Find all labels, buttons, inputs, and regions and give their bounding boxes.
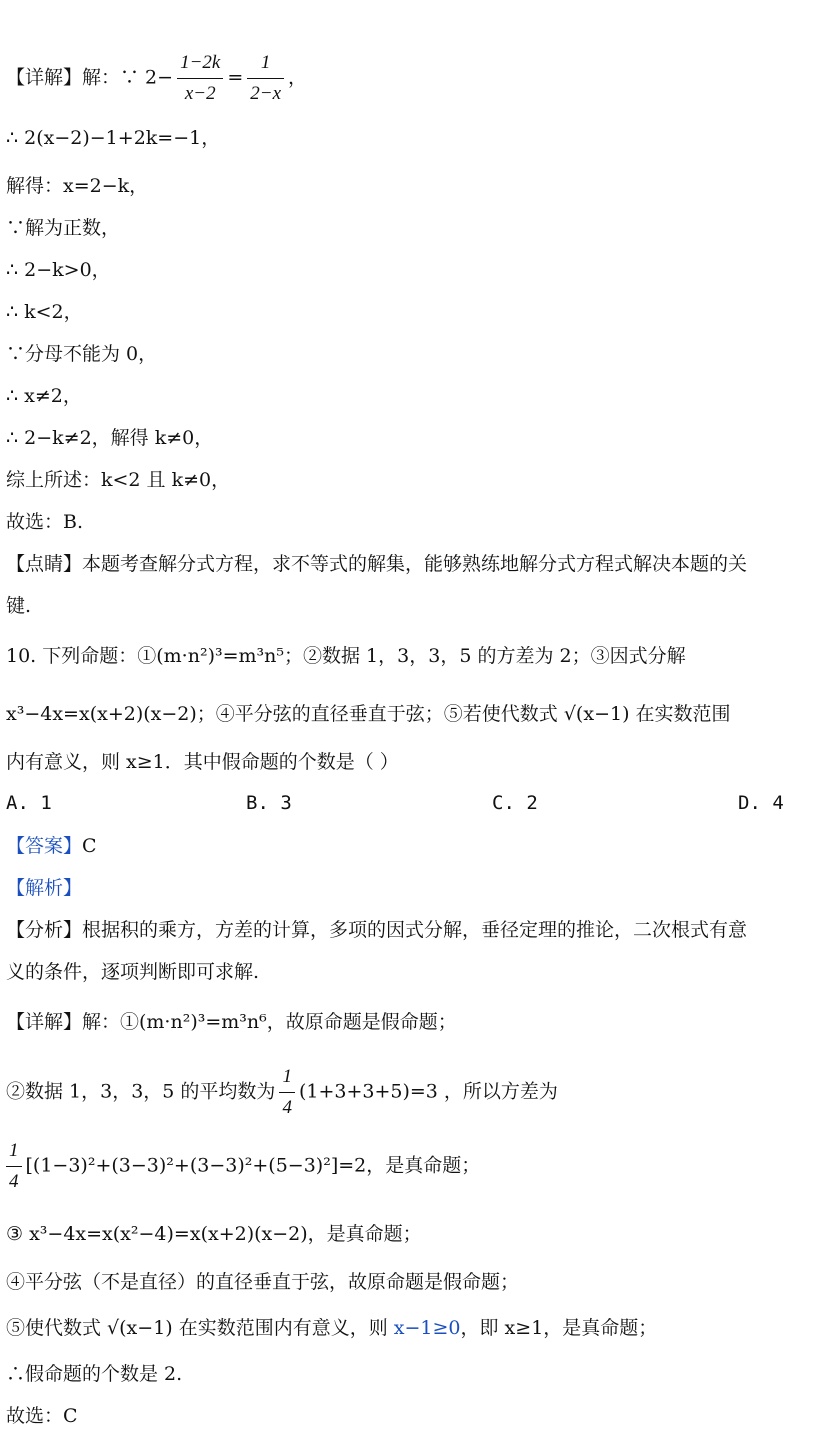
comment-line: 键.	[6, 595, 32, 617]
frac2-den: 2−x	[250, 83, 282, 104]
solution-6: ∴假命题的个数是 2.	[6, 1363, 183, 1385]
detail-tail: ，	[288, 66, 308, 89]
analysis-line: 义的条件，逐项判断即可求解.	[6, 961, 260, 983]
frac1-num: 1−2k	[177, 48, 223, 79]
comment-line: 【点睛】本题考查解分式方程，求不等式的解集，能够熟练地解分式方程式解决本题的关	[6, 553, 748, 575]
question-line: 内有意义，则 x≥1．其中假命题的个数是（ ）	[6, 751, 399, 773]
option-a: A. 1	[6, 792, 52, 814]
option-b: B. 3	[246, 792, 292, 814]
frac1-den: x−2	[184, 83, 216, 104]
step-line: 解得：x=2−k，	[6, 175, 149, 197]
answer-value: C	[82, 835, 97, 857]
question-line: 10. 下列命题：①(m·n²)³=m³n⁵；②数据 1，3，3，5 的方差为 2；③因式分解	[6, 645, 686, 667]
fraction-2	[247, 48, 284, 109]
quarter2-den: 4	[9, 1171, 19, 1192]
step-line: ∴ 2−k≠2，解得 k≠0，	[6, 427, 214, 449]
detail-header	[6, 48, 307, 109]
step-line: ∵解为正数，	[6, 217, 121, 239]
sol2b-tail: [(1−3)²+(3−3)²+(3−3)²+(5−3)²]=2，是真命题；	[25, 1154, 481, 1177]
quarter2-num: 1	[6, 1136, 22, 1167]
fraction-1	[177, 48, 223, 109]
analysis-label: 【解析】	[6, 877, 83, 899]
sol5-c: ，即 x≥1，是真命题；	[460, 1317, 658, 1339]
solution-7: 故选：C	[6, 1405, 78, 1427]
solution-2b	[6, 1136, 480, 1197]
question-line: x³−4x=x(x+2)(x−2)；④平分弦的直径垂直于弦；⑤若使代数式 √(x−1) 在实数范围	[6, 703, 731, 725]
solution-4: ④平分弦（不是直径）的直径垂直于弦，故原命题是假命题；	[6, 1271, 520, 1293]
step-line: ∴ 2−k>0，	[6, 259, 111, 281]
solution-1: 【详解】解：①(m·n²)³=m³n⁶，故原命题是假命题；	[6, 1011, 457, 1033]
sol5-a: ⑤使代数式 √(x−1) 在实数范围内有意义，则	[6, 1317, 394, 1339]
quarter-num: 1	[279, 1062, 295, 1093]
equals: =	[227, 66, 244, 89]
solution-3: ③ x³−4x=x(x²−4)=x(x+2)(x−2)，是真命题；	[6, 1223, 422, 1245]
detail-prefix: 【详解】解：∵ 2−	[6, 66, 174, 89]
solution-5	[6, 1316, 657, 1340]
analysis-line: 【分析】根据积的乘方，方差的计算，多项的因式分解，垂径定理的推论，二次根式有意	[6, 919, 748, 941]
step-line: ∴ k<2，	[6, 301, 83, 323]
quarter-fraction-2	[6, 1136, 22, 1197]
answer-label: 【答案】	[6, 835, 83, 857]
step-line: 综上所述：k<2 且 k≠0，	[6, 469, 231, 491]
step-line: ∵分母不能为 0，	[6, 343, 158, 365]
answer-line	[6, 834, 97, 858]
quarter-den: 4	[282, 1097, 292, 1118]
step-line: 故选：B.	[6, 511, 84, 533]
sol2-tail: (1+3+3+5)=3 ，所以方差为	[298, 1080, 558, 1103]
sol2-prefix: ②数据 1，3，3，5 的平均数为	[6, 1080, 276, 1103]
quarter-fraction	[279, 1062, 295, 1123]
step-line: ∴ x≠2，	[6, 385, 82, 407]
option-c: C. 2	[492, 792, 538, 814]
frac2-num: 1	[247, 48, 284, 79]
solution-2	[6, 1062, 558, 1123]
sol5-highlight: x−1≥0	[393, 1317, 461, 1339]
step-line: ∴ 2(x−2)−1+2k=−1，	[6, 127, 221, 149]
option-d: D. 4	[738, 792, 784, 814]
